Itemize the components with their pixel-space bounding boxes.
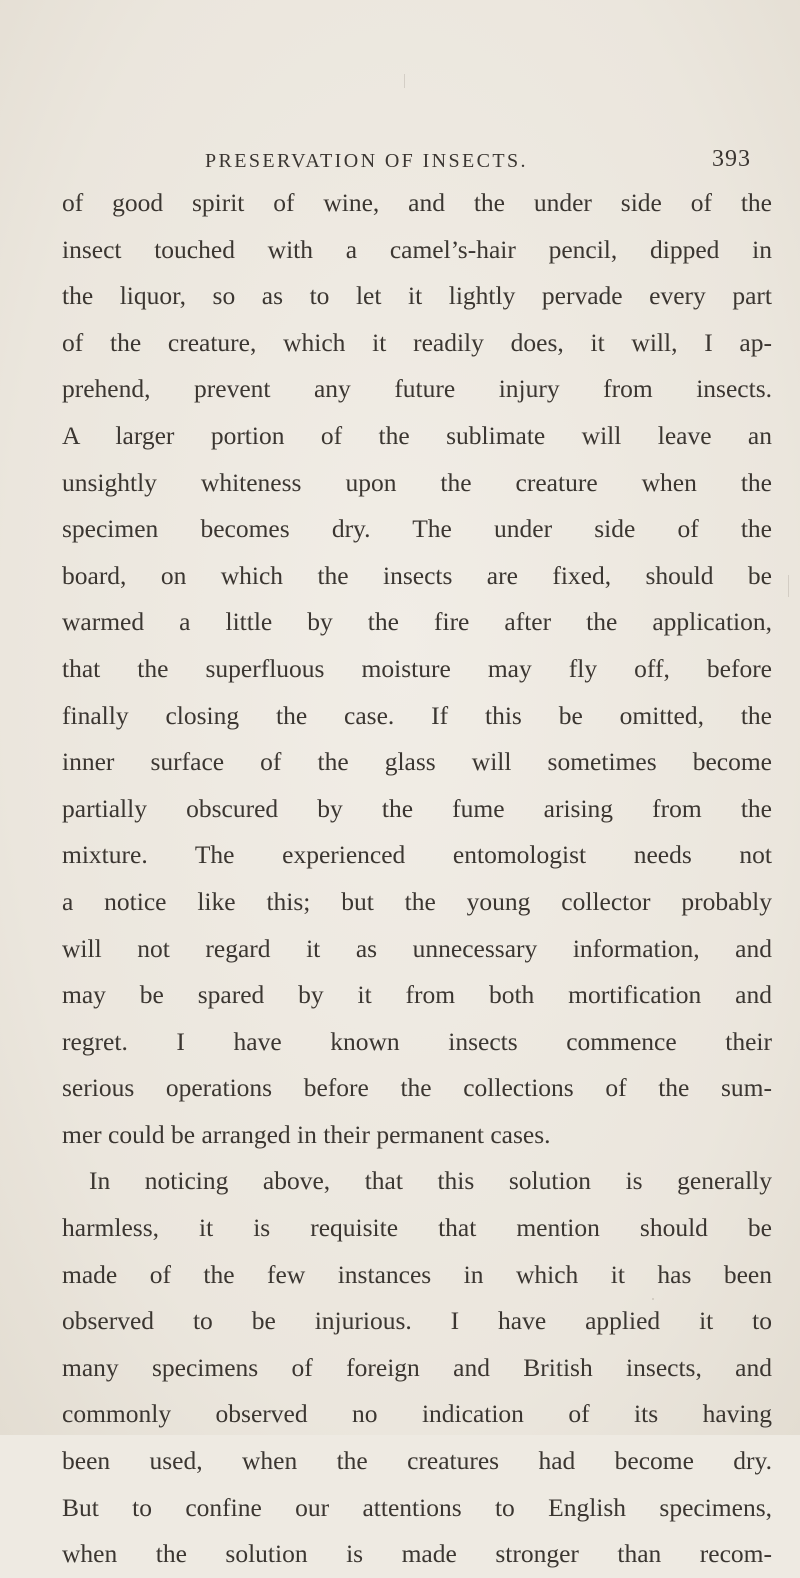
text-line: warmed a little by the fire after the application, bbox=[62, 607, 772, 637]
text-line: that the superfluous moisture may fly off, before bbox=[62, 653, 772, 683]
text-line: insect touched with a camel’s-hair pencil, dipped in bbox=[62, 234, 772, 264]
text-line: commonly observed no indication of its having bbox=[62, 1399, 772, 1429]
text-line: when the solution is made stronger than recom- bbox=[62, 1539, 772, 1569]
text-line: observed to be injurious. I have applied it to bbox=[62, 1306, 772, 1336]
paragraph-end-line: mer could be arranged in their permanent cases. bbox=[62, 1119, 551, 1149]
body-text bbox=[62, 180, 772, 1578]
text-line: of the creature, which it readily does, it will, I ap- bbox=[62, 327, 772, 357]
text-line: inner surface of the glass will sometimes become bbox=[62, 747, 772, 777]
text-line: partially obscured by the fume arising from the bbox=[62, 793, 772, 823]
text-line: board, on which the insects are fixed, should be bbox=[62, 560, 772, 590]
text-line: mixture. The experienced entomologist needs not bbox=[62, 840, 772, 870]
text-line: finally closing the case. If this be omitted, the bbox=[62, 700, 772, 730]
text-line: serious operations before the collections of the sum- bbox=[62, 1073, 772, 1103]
text-line: been used, when the creatures had become dry. bbox=[62, 1446, 772, 1476]
text-line: many specimens of foreign and British insects, and bbox=[62, 1352, 772, 1382]
paragraph-start-line: In noticing above, that this solution is generally bbox=[89, 1166, 772, 1196]
paper-mark bbox=[788, 575, 789, 597]
paper-mark bbox=[404, 74, 405, 88]
page-number: 393 bbox=[712, 146, 751, 172]
text-line: A larger portion of the sublimate will leave an bbox=[62, 420, 772, 450]
text-line: will not regard it as unnecessary information, and bbox=[62, 933, 772, 963]
text-line: But to confine our attentions to English specimens, bbox=[62, 1492, 772, 1522]
text-line: prehend, prevent any future injury from insects. bbox=[62, 374, 772, 404]
text-line: may be spared by it from both mortification and bbox=[62, 980, 772, 1010]
text-line: the liquor, so as to let it lightly pervade every part bbox=[62, 281, 772, 311]
text-line: of good spirit of wine, and the under side of the bbox=[62, 188, 772, 217]
text-line: regret. I have known insects commence their bbox=[62, 1026, 772, 1056]
running-head bbox=[0, 140, 800, 180]
text-line: unsightly whiteness upon the creature when the bbox=[62, 467, 772, 497]
running-title: PRESERVATION OF INSECTS. bbox=[205, 150, 528, 172]
text-line: harmless, it is requisite that mention should be bbox=[62, 1213, 772, 1243]
text-line: specimen becomes dry. The under side of the bbox=[62, 514, 772, 544]
text-line: a notice like this; but the young collector probably bbox=[62, 886, 772, 916]
text-line: made of the few instances in which it has been bbox=[62, 1259, 772, 1289]
